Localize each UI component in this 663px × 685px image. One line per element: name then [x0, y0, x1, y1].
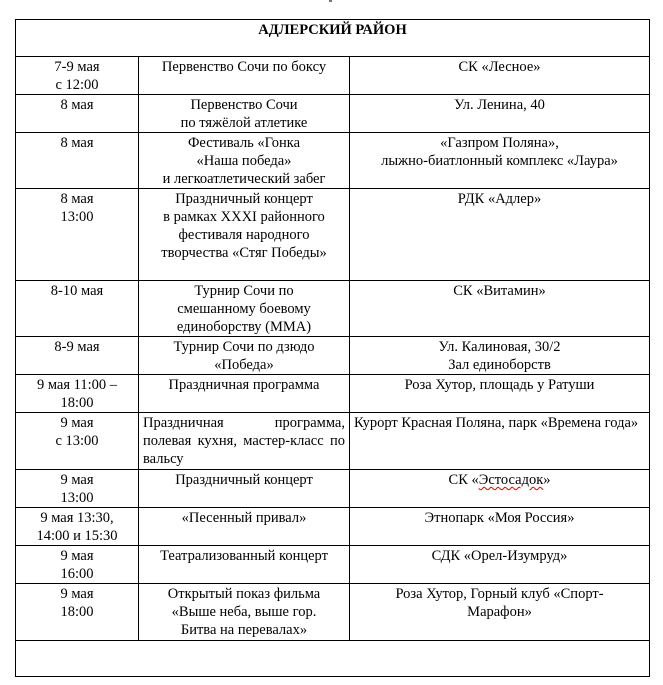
table-row [16, 470, 650, 508]
date-cell: 8 мая [16, 95, 139, 133]
place-cell: СК «Витамин» [350, 281, 650, 337]
place-cell: СДК «Орел-Изумруд» [350, 546, 650, 584]
table-row [16, 375, 650, 413]
event-cell: Первенство Сочи по тяжёлой атлетике [139, 95, 350, 133]
date-cell: 9 мая 16:00 [16, 546, 139, 584]
place-cell: СК «Лесное» [350, 57, 650, 95]
place-cell: СК «Эстосадок» [350, 470, 650, 508]
event-cell: Праздничная программа [139, 375, 350, 413]
place-cell: Роза Хутор, площадь у Ратуши [350, 375, 650, 413]
table-row [16, 95, 650, 133]
place-cell: Курорт Красная Поляна, парк «Времена года» [350, 413, 650, 470]
event-cell: Турнир Сочи по смешанному боевому единоборству (ММА) [139, 281, 350, 337]
place-cell: «Газпром Поляна», лыжно-биатлонный комплекс «Лаура» [350, 133, 650, 189]
table-empty-row [16, 641, 650, 677]
date-cell: 8 мая [16, 133, 139, 189]
district-title: АДЛЕРСКИЙ РАЙОН [16, 20, 650, 57]
event-cell: Турнир Сочи по дзюдо «Победа» [139, 337, 350, 375]
event-cell: Первенство Сочи по боксу [139, 57, 350, 95]
place-cell: Ул. Ленина, 40 [350, 95, 650, 133]
table-row [16, 189, 650, 281]
event-cell: «Песенный привал» [139, 508, 350, 546]
date-cell: 9 мая 13:30, 14:00 и 15:30 [16, 508, 139, 546]
table-row [16, 281, 650, 337]
date-cell: 9 мая 11:00 – 18:00 [16, 375, 139, 413]
date-cell: 8-9 мая [16, 337, 139, 375]
place-cell: РДК «Адлер» [350, 189, 650, 281]
event-cell: Открытый показ фильма «Выше неба, выше гор. Битва на перевалах» [139, 584, 350, 641]
table-row [16, 337, 650, 375]
place-cell: Ул. Калиновая, 30/2 Зал единоборств [350, 337, 650, 375]
event-cell: Праздничный концерт в рамках XXXI районного фестиваля народного творчества «Стяг Победы» [139, 189, 350, 281]
event-cell: Праздничный концерт [139, 470, 350, 508]
table-title-row [16, 20, 650, 57]
table-row [16, 508, 650, 546]
page-marker [329, 0, 332, 2]
date-cell: 8-10 мая [16, 281, 139, 337]
date-cell: 9 мая с 13:00 [16, 413, 139, 470]
empty-cell [16, 641, 650, 677]
table-row [16, 546, 650, 584]
date-cell: 8 мая 13:00 [16, 189, 139, 281]
event-cell: Фестиваль «Гонка «Наша победа» и легкоатлетический забег [139, 133, 350, 189]
date-cell: 7-9 мая с 12:00 [16, 57, 139, 95]
event-cell: Праздничная программа, полевая кухня, мастер-класс по вальсу [139, 413, 350, 470]
place-cell: Роза Хутор, Горный клуб «Спорт- Марафон» [350, 584, 650, 641]
table-row [16, 413, 650, 470]
date-cell: 9 мая 18:00 [16, 584, 139, 641]
spellcheck-underlined-word: Эстосадок [478, 472, 544, 488]
table-row [16, 57, 650, 95]
table-row [16, 584, 650, 641]
place-cell: Этнопарк «Моя Россия» [350, 508, 650, 546]
event-cell: Театрализованный концерт [139, 546, 350, 584]
schedule-table [15, 19, 650, 677]
date-cell: 9 мая 13:00 [16, 470, 139, 508]
table-row [16, 133, 650, 189]
